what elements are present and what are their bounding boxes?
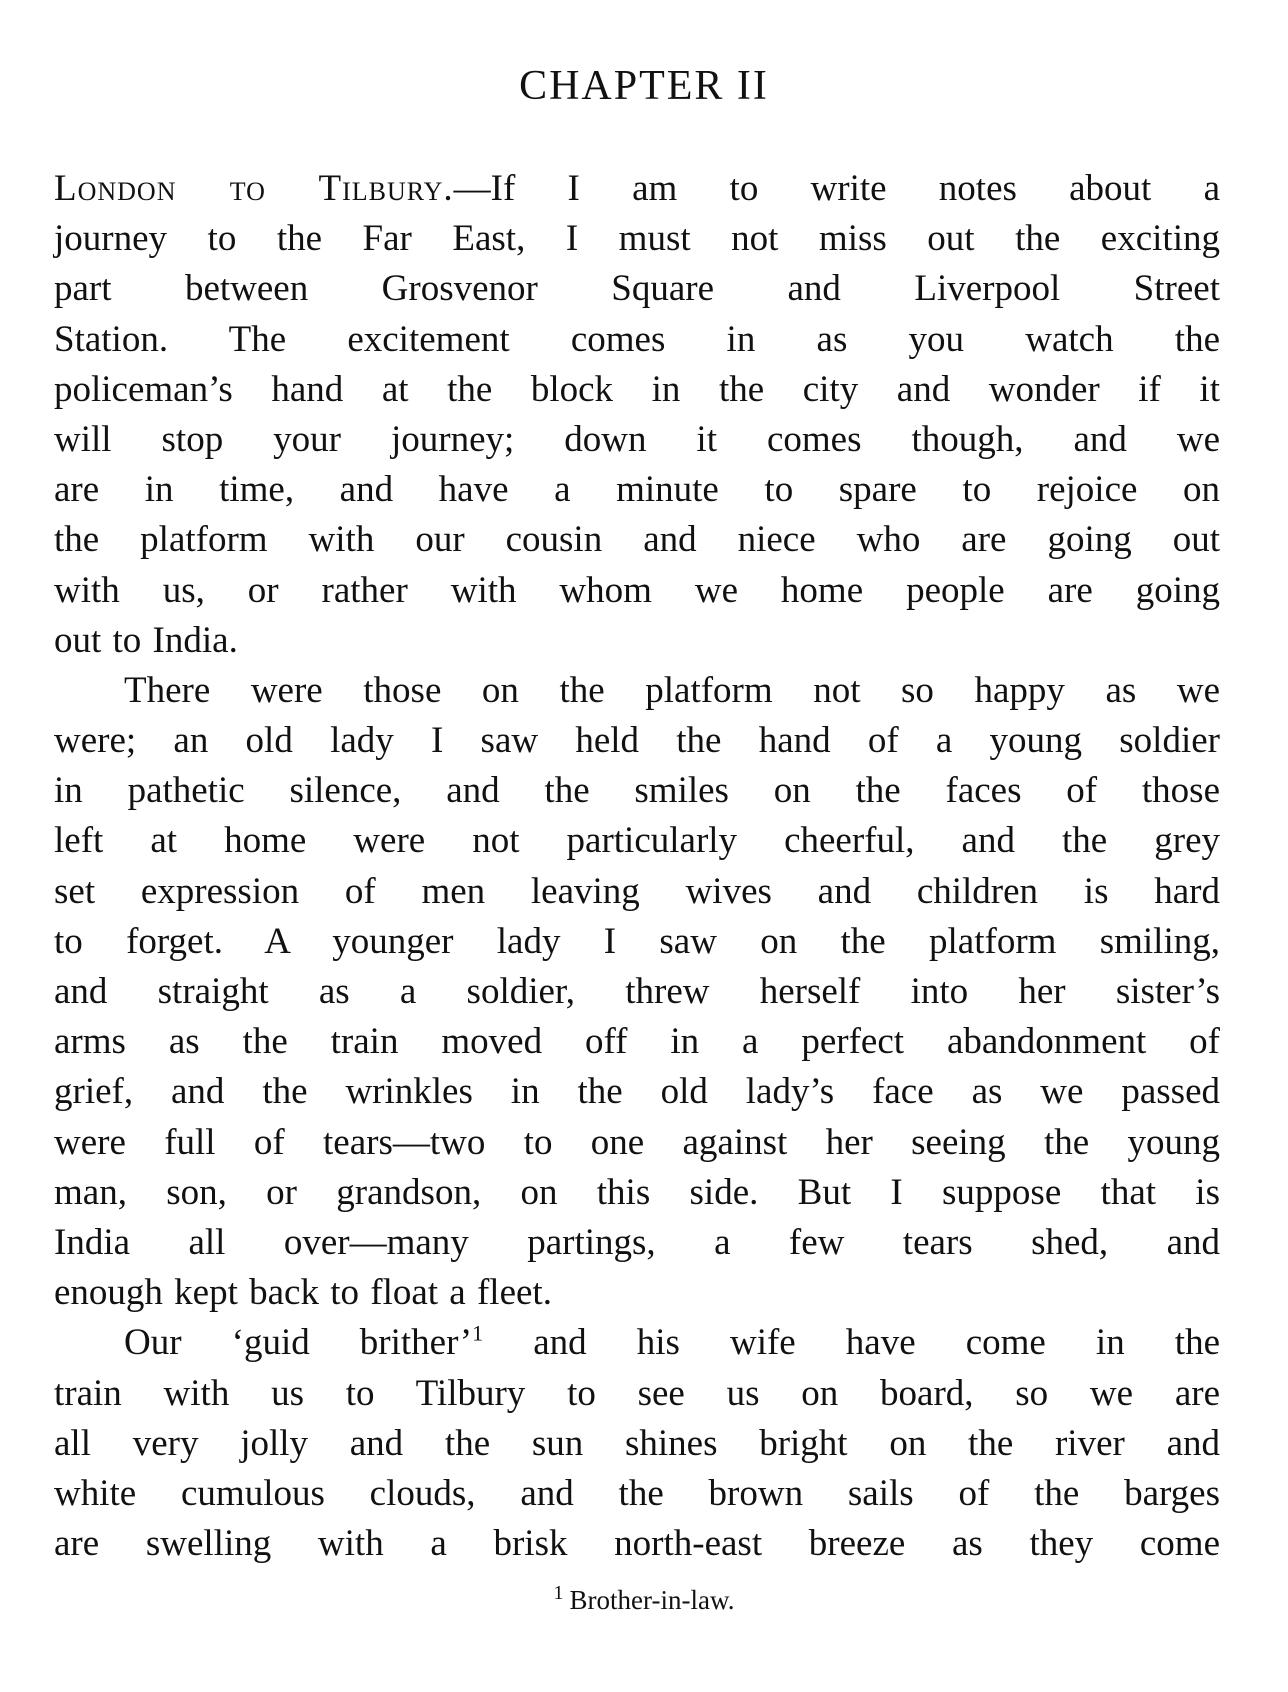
text-line: India all over—many partings, a few tears shed, and	[54, 1221, 1220, 1263]
text-line: were; an old lady I saw held the hand of a young soldier	[54, 720, 1220, 762]
paragraph-2	[54, 666, 1220, 1318]
text-line: train with us to Tilbury to see us on board, so we are	[54, 1372, 1220, 1414]
chapter-title: CHAPTER II	[519, 63, 769, 109]
text-line: in pathetic silence, and the smiles on the faces of those	[54, 770, 1220, 812]
text-line: and straight as a soldier, threw herself into her sister’s	[54, 971, 1220, 1012]
paragraph-1	[54, 164, 1220, 666]
text-line: grief, and the wrinkles in the old lady’s face as we passed	[54, 1071, 1220, 1113]
section-heading: London to Tilbury.	[54, 168, 454, 209]
text-line: with us, or rather with whom we home people are going	[54, 569, 1220, 611]
text-line: journey to the Far East, I must not miss out the exciting	[54, 218, 1220, 260]
footnote-number: 1	[553, 1582, 564, 1604]
text-line: set expression of men leaving wives and children is hard	[54, 870, 1220, 912]
text-line: are in time, and have a minute to spare to rejoice on	[54, 469, 1220, 511]
paragraph-3	[54, 1318, 1220, 1569]
text-line: out to India.	[54, 619, 238, 661]
text-line	[54, 164, 1220, 214]
footnote	[0, 1582, 1288, 1616]
footnote-text: Brother-in-law.	[569, 1585, 735, 1615]
text-line: There were those on the platform not so happy as we	[124, 669, 1220, 711]
text-line: are swelling with a brisk north-east breeze as they come	[54, 1523, 1220, 1565]
text-line: to forget. A younger lady I saw on the platform smiling,	[54, 920, 1220, 962]
text-line: enough kept back to float a fleet.	[54, 1272, 552, 1314]
text-line-start: Our ‘guid brither’	[124, 1322, 473, 1364]
chapter-body	[54, 164, 1220, 1569]
text-line-end: and his wife have come in the	[483, 1322, 1220, 1364]
text-line: man, son, or grandson, on this side. But I suppose that is	[54, 1171, 1220, 1213]
text-line: arms as the train moved off in a perfect abandonment of	[54, 1021, 1220, 1063]
footnote-marker: 1	[472, 1320, 484, 1346]
text-line: white cumulous clouds, and the brown sails of the barges	[54, 1472, 1220, 1514]
text-line: will stop your journey; down it comes though, and we	[54, 418, 1220, 460]
text-line-content: —If I am to write notes about a	[453, 168, 1220, 209]
text-line: Station. The excitement comes in as you watch the	[54, 318, 1220, 360]
text-line: were full of tears—two to one against her seeing the young	[54, 1121, 1220, 1163]
text-line: left at home were not particularly cheerful, and the grey	[54, 820, 1220, 862]
text-line: policeman’s hand at the block in the city and wonder if it	[54, 368, 1220, 410]
text-line: the platform with our cousin and niece who are going out	[54, 519, 1220, 561]
text-line: part between Grosvenor Square and Liverpool Street	[54, 268, 1220, 310]
text-line	[54, 1318, 1220, 1368]
text-line: all very jolly and the sun shines bright on the river and	[54, 1422, 1220, 1464]
